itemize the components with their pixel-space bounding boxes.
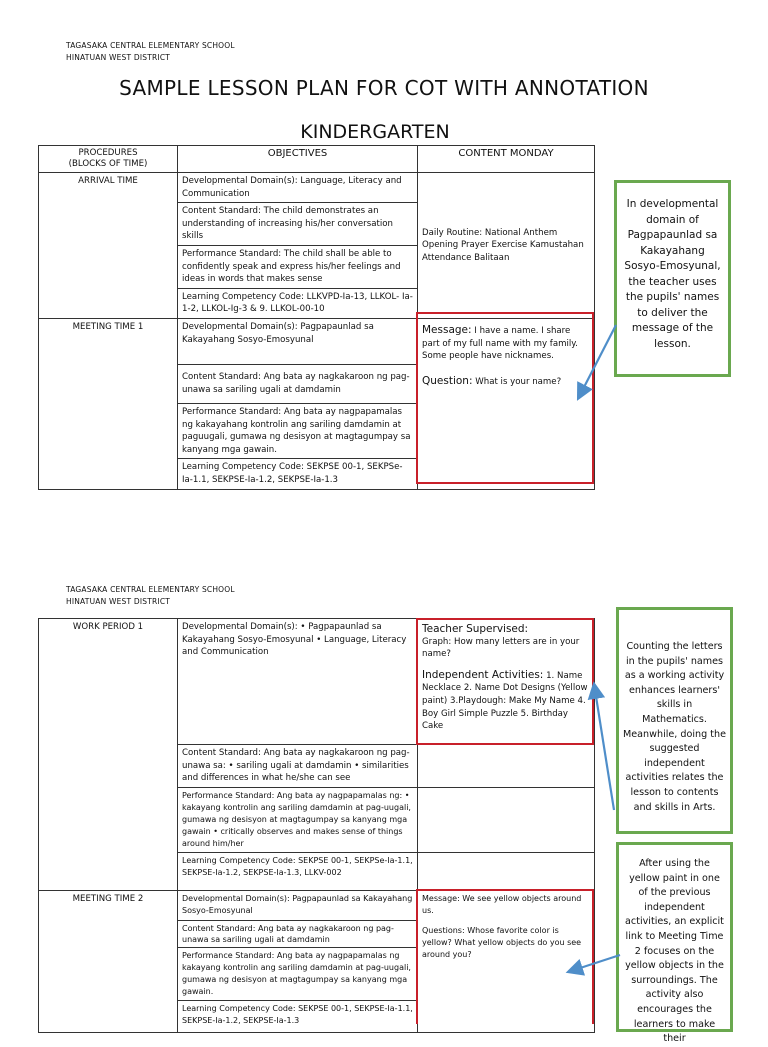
teacher-supervised-label: Teacher Supervised: xyxy=(422,623,529,635)
header-procedures: PROCEDURES (BLOCKS OF TIME) xyxy=(39,146,178,173)
work1-empty-1 xyxy=(418,745,595,788)
work1-empty-2 xyxy=(418,787,595,852)
meeting2-message: Message: We see yellow objects around us. xyxy=(422,893,582,915)
annotation-box-2 xyxy=(616,607,733,834)
independent-text: 1. Name Necklace 2. Name Dot Designs (Yellow paint) 3.Playdough: Make My Name 4. Boy Girl Simple Puzzle 5. Birthday Cake xyxy=(422,670,588,732)
meeting-time-1-label: MEETING TIME 1 xyxy=(39,318,178,489)
meeting2-content-standard: Content Standard: Ang bata ay nagkakaroon ng pag-unawa sa sariling ugali at damdamin xyxy=(178,920,418,947)
arrow-2 xyxy=(595,690,614,810)
work-period-1-label: WORK PERIOD 1 xyxy=(39,619,178,891)
graph-text: Graph: How many letters are in your name? xyxy=(422,636,580,660)
independent-label: Independent Activities: xyxy=(422,668,544,681)
meeting2-performance-standard: Performance Standard: Ang bata ay nagpapamalas ng kakayang kontrolin ang sariling damdamin at pag-uugali, gumawa ng desisyon at magtagumpay sa kanyang mga gawain. xyxy=(178,947,418,1000)
work1-empty-3 xyxy=(418,852,595,890)
highlight-box-1 xyxy=(416,312,594,484)
meeting2-questions: Questions: Whose favorite color is yellow? What yellow objects do you see around you? xyxy=(422,925,582,959)
school-name-2: TAGASAKA CENTRAL ELEMENTARY SCHOOL xyxy=(66,585,235,594)
header-objectives: OBJECTIVES xyxy=(178,146,418,173)
annotation-box-3: After using the yellow paint in one of the previous independent activities, an explicit link to Meeting Time 2 focuses on the yellow objects in the surroundings. The activity also encourages the learners to make their xyxy=(616,842,733,1032)
work1-competency: Learning Competency Code: SEKPSE 00-1, SEKPSe-Ia-1.1, SEKPSE-Ia-1.2, SEKPSE-Ia-1.3, LLKV-002 xyxy=(178,852,418,890)
meeting1-content-standard: Content Standard: Ang bata ay nagkakaroon ng pag-unawa sa sariling ugali at damdamin xyxy=(178,364,418,403)
annotation-2a-text: Counting the letters in the pupils' names as a working activity enhances learners' skills in Mathematics. xyxy=(624,641,725,725)
work1-domain: Developmental Domain(s): • Pagpapaunlad sa Kakayahang Sosyo-Emosyunal • Language, Literacy and Communication xyxy=(178,619,418,745)
highlight-box-3 xyxy=(416,889,594,1024)
work1-performance-standard: Performance Standard: Ang bata ay nagpapamalas ng: • kakayang kontrolin ang sariling damdamin at pag-uugali, gumawa ng desisyon at magtagumpay sa kanyang mga gawain • critically observes and makes sense of things around him/her xyxy=(178,787,418,852)
arrival-domain: Developmental Domain(s): Language, Literacy and Communication xyxy=(178,173,418,203)
header-content: CONTENT MONDAY xyxy=(418,146,595,173)
question-text: What is your name? xyxy=(475,376,562,387)
work1-content-standard: Content Standard: Ang bata ay nagkakaroon ng pag-unawa sa: • sariling ugali at damdamin • similarities and differences in what he/she can see xyxy=(178,745,418,788)
arrival-content-standard: Content Standard: The child demonstrates an understanding of increasing his/her conversation skills xyxy=(178,203,418,246)
arrival-competency: Learning Competency Code: LLKVPD-Ia-13, LLKOL- Ia-1-2, LLKOL-Ig-3 & 9. LLKOL-00-10 xyxy=(178,288,418,318)
annotation-box-1: In developmental domain of Pagpapaunlad sa Kakayahang Sosyo-Emosyunal, the teacher uses the pupils' names to deliver the message of the lesson. xyxy=(614,180,731,377)
annotation-2b-text: Meanwhile, doing the suggested independent activities relates the lesson to contents and skills in Arts. xyxy=(623,728,726,813)
page-subtitle: KINDERGARTEN xyxy=(300,121,450,143)
page-title: SAMPLE LESSON PLAN FOR COT WITH ANNOTATION xyxy=(119,76,649,100)
question-label: Question: xyxy=(422,374,473,387)
highlight-box-2 xyxy=(416,618,594,745)
message-text: I have a name. I share part of my full name with my family. Some people have nicknames. xyxy=(422,325,578,362)
meeting-time-2-label: MEETING TIME 2 xyxy=(39,890,178,1032)
school-name: TAGASAKA CENTRAL ELEMENTARY SCHOOL xyxy=(66,41,235,50)
arrival-time-label: ARRIVAL TIME xyxy=(39,173,178,319)
meeting1-competency: Learning Competency Code: SEKPSE 00-1, SEKPSe-Ia-1.1, SEKPSE-Ia-1.2, SEKPSE-Ia-1.3 xyxy=(178,459,418,489)
meeting1-domain: Developmental Domain(s): Pagpapaunlad sa Kakayahang Sosyo-Emosyunal xyxy=(178,318,418,364)
meeting2-domain: Developmental Domain(s): Pagpapaunlad sa Kakayahang Sosyo-Emosyunal xyxy=(178,890,418,920)
meeting2-competency: Learning Competency Code: SEKPSE 00-1, SEKPSE-Ia-1.1, SEKPSE-Ia-1.2, SEKPSE-Ia-1.3 xyxy=(178,1000,418,1032)
district-name-2: HINATUAN WEST DISTRICT xyxy=(66,597,171,606)
meeting1-performance-standard: Performance Standard: Ang bata ay nagpapamalas ng kakayahang kontrolin ang sariling damdamin at paguugali, gumawa ng desisyon at magtagumpay sa kanyang mga gawain. xyxy=(178,403,418,458)
district-name: HINATUAN WEST DISTRICT xyxy=(66,53,171,62)
message-label: Message: xyxy=(422,323,472,336)
arrival-content: Daily Routine: National Anthem Opening Prayer Exercise Kamustahan Attendance Balitaan xyxy=(418,173,595,319)
arrival-performance-standard: Performance Standard: The child shall be able to confidently speak and express his/her feelings and ideas in words that makes sense xyxy=(178,245,418,288)
